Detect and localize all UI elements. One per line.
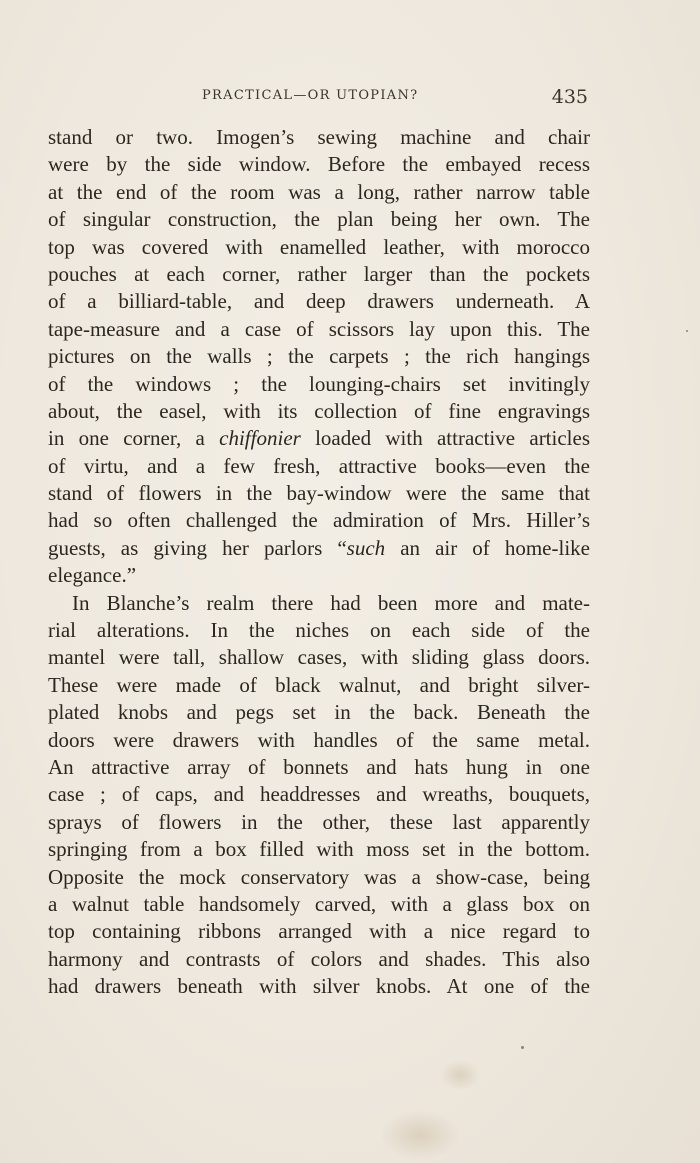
text-line	[48, 918, 590, 945]
text-run: had drawers beneath with silver knobs. At one of the	[48, 974, 590, 999]
text-line	[48, 425, 590, 452]
text-line	[48, 727, 590, 754]
text-line	[48, 617, 590, 644]
text-line	[48, 699, 590, 726]
text-run: a walnut table handsomely carved, with a glass box on	[48, 891, 590, 916]
text-line	[48, 809, 590, 836]
text-run: These were made of black walnut, and bright silver-	[48, 672, 590, 697]
page-number: 435	[551, 86, 588, 108]
text-run: pouches at each corner, rather larger than the pockets	[48, 261, 590, 286]
text-run: In Blanche’s realm there had been more and mate-	[72, 590, 590, 615]
paper-stain	[440, 1060, 480, 1090]
text-line	[48, 453, 590, 480]
text-line	[48, 507, 590, 534]
text-line	[48, 891, 590, 918]
text-run: at the end of the room was a long, rather narrow table	[48, 179, 590, 204]
text-run: of singular construction, the plan being her own. The	[48, 207, 590, 232]
paper-stain	[380, 1110, 460, 1160]
text-line	[48, 316, 590, 343]
text-line	[48, 261, 590, 288]
text-line	[48, 398, 590, 425]
text-line	[48, 562, 590, 589]
text-run: in one corner, a	[48, 426, 220, 451]
text-line	[48, 781, 590, 808]
text-line	[48, 672, 590, 699]
text-line	[48, 946, 590, 973]
text-run: doors were drawers with handles of the same metal.	[48, 727, 590, 752]
text-run: top was covered with enamelled leather, with morocco	[48, 234, 590, 259]
text-run: springing from a box filled with moss set in the bottom.	[48, 837, 590, 862]
paper-speck	[686, 330, 688, 332]
text-run: had so often challenged the admiration of Mrs. Hiller’s	[48, 508, 590, 533]
text-run: An attractive array of bonnets and hats hung in one	[48, 754, 590, 779]
text-run: an air of home-like	[385, 535, 590, 560]
text-line	[48, 206, 590, 233]
text-run: were by the side window. Before the embayed recess	[48, 152, 590, 177]
text-run: of virtu, and a few fresh, attractive books—even the	[48, 453, 590, 478]
text-run: case ; of caps, and headdresses and wreaths, bouquets,	[48, 782, 590, 807]
text-line	[48, 234, 590, 261]
text-run: of the windows ; the lounging-chairs set invitingly	[48, 371, 590, 396]
text-line	[48, 343, 590, 370]
text-run: guests, as giving her parlors “	[48, 535, 347, 560]
italic-text: chiffonier	[219, 426, 301, 451]
text-run: Opposite the mock conservatory was a show-case, being	[48, 864, 590, 889]
text-line	[48, 590, 590, 617]
text-run: top containing ribbons arranged with a nice regard to	[48, 919, 590, 944]
text-line	[48, 151, 590, 178]
text-run: tape-measure and a case of scissors lay upon this. The	[48, 316, 590, 341]
text-line	[48, 754, 590, 781]
paper-speck	[521, 1046, 524, 1049]
italic-text: such	[346, 535, 386, 560]
text-run: stand or two. Imogen’s sewing machine and chair	[48, 125, 590, 149]
text-run: harmony and contrasts of colors and shades. This also	[48, 946, 590, 971]
text-line	[48, 124, 590, 151]
text-line	[48, 371, 590, 398]
text-run: mantel were tall, shallow cases, with sliding glass doors.	[48, 645, 590, 670]
text-run: rial alterations. In the niches on each side of the	[48, 618, 590, 643]
text-run: loaded with attractive articles	[300, 426, 591, 451]
text-line	[48, 864, 590, 891]
running-head	[48, 86, 590, 110]
text-run: pictures on the walls ; the carpets ; the rich hangings	[48, 344, 590, 369]
text-line	[48, 480, 590, 507]
body-text	[48, 124, 590, 1001]
text-line	[48, 973, 590, 1000]
text-line	[48, 644, 590, 671]
text-line	[48, 836, 590, 863]
text-line	[48, 288, 590, 315]
text-run: sprays of flowers in the other, these last apparently	[48, 809, 590, 834]
text-line	[48, 179, 590, 206]
text-line	[48, 535, 590, 562]
running-title: PRACTICAL—OR UTOPIAN?	[202, 88, 419, 103]
text-run: about, the easel, with its collection of fine engravings	[48, 398, 590, 423]
text-run: elegance.”	[48, 563, 137, 588]
text-run: stand of flowers in the bay-window were the same that	[48, 481, 590, 506]
text-run: of a billiard-table, and deep drawers underneath. A	[48, 289, 590, 314]
text-run: plated knobs and pegs set in the back. Beneath the	[48, 700, 590, 725]
